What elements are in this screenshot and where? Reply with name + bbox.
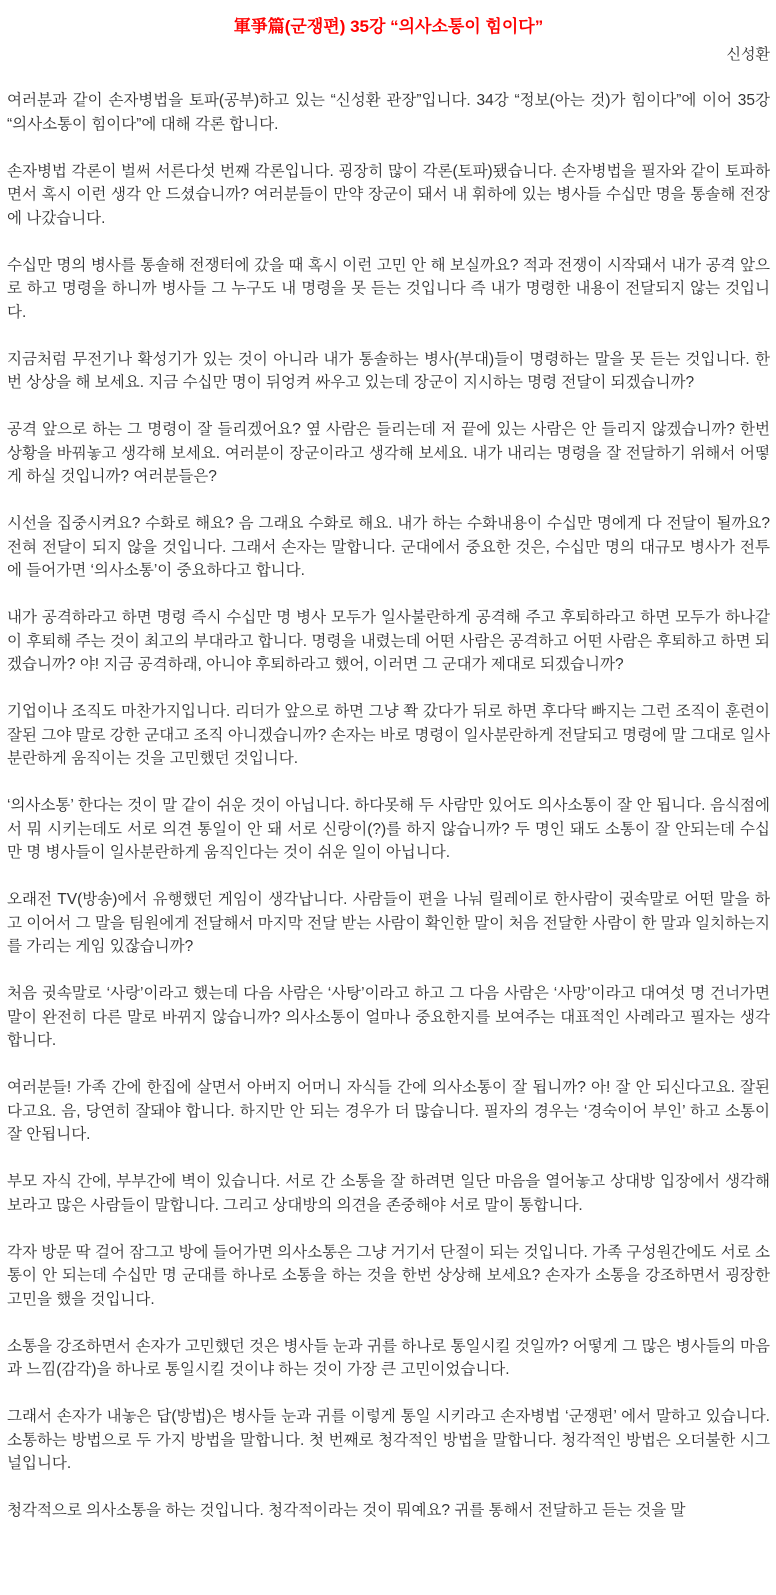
paragraph: 소통을 강조하면서 손자가 고민했던 것은 병사들 눈과 귀를 하나로 통일시킬 것일까? 어떻게 그 많은 병사들의 마음과 느낌(감각)을 하나로 통일시킬 것이냐 하는 것이 가장 큰 고민이었습니다. [7, 1337, 770, 1378]
paragraph: 부모 자식 간에, 부부간에 벽이 있습니다. 서로 간 소통을 잘 하려면 일단 마음을 열어놓고 상대방 입장에서 생각해 보라고 많은 사람들이 말합니다. 그리고 상대방의 의견을 존중해야 서로 말이 통합니다. [7, 1173, 770, 1214]
paragraph: 손자병법 각론이 벌써 서른다섯 번째 각론입니다. 굉장히 많이 각론(토파)됐습니다. 손자병법을 필자와 같이 토파하면서 혹시 이런 생각 안 드셨습니까? 여러분들이 만약 장군이 돼서 내 휘하에 있는 병사들 수십만 명을 통솔해 전장에 나갔습니다. [7, 162, 770, 227]
paragraph: 청각적으로 의사소통을 하는 것입니다. 청각적이라는 것이 뭐예요? 귀를 통해서 전달하고 듣는 것을 말 [7, 1502, 686, 1519]
author-name: 신성환 [726, 46, 770, 63]
paragraph: 공격 앞으로 하는 그 명령이 잘 들리겠어요? 옆 사람은 들리는데 저 끝에 있는 사람은 안 들리지 않겠습니까? 한번 상황을 바꿔놓고 생각해 보세요. 여러분이 장군이라고 생각해 보세요. 내가 내리는 명령을 잘 전달하기 위해서 어떻게 하실 것입니까? 여러분들은? [7, 421, 770, 485]
paragraph: 기업이나 조직도 마찬가지입니다. 리더가 앞으로 하면 그냥 쫙 갔다가 뒤로 하면 후다닥 빠지는 그런 조직이 훈련이 잘된 그야 말로 강한 군대고 조직 아니겠습니까? 손자는 바로 명령이 일사분란하게 전달되고 명령에 말 그대로 일사분란하게 움직이는 것을 고민했던 것입니다. [7, 703, 770, 767]
paragraph: 여러분과 같이 손자병법을 토파(공부)하고 있는 “신성환 관장”입니다. 34강 “정보(아는 것)가 힘이다”에 이어 35강 “의사소통이 힘이다”에 대해 각론 합니다. [7, 92, 770, 133]
document-body [7, 89, 770, 1523]
document-title: 軍爭篇(군쟁편) 35강 “의사소통이 힘이다” [233, 17, 544, 36]
paragraph: 각자 방문 딱 걸어 잠그고 방에 들어가면 의사소통은 그냥 거기서 단절이 되는 것입니다. 가족 구성원간에도 서로 소통이 안 되는데 수십만 명 군대를 하나로 소통을 하는 것을 한번 상상해 보세요? 손자가 소통을 강조하면서 굉장한 고민을 했을 것입니다. [7, 1243, 770, 1308]
paragraph: 그래서 손자가 내놓은 답(방법)은 병사들 눈과 귀를 이렇게 통일 시키라고 손자병법 ‘군쟁편’ 에서 말하고 있습니다. 소통하는 방법으로 두 가지 방법을 말합니다. 첫 번째로 청각적인 방법을 말합니다. 청각적인 방법은 오더불한 시그널입니다. [7, 1408, 770, 1472]
paragraph: 내가 공격하라고 하면 명령 즉시 수십만 명 병사 모두가 일사불란하게 공격해 주고 후퇴하라고 하면 모두가 하나같이 후퇴해 주는 것이 최고의 부대라고 합니다. 명령을 내렸는데 어떤 사람은 공격하고 어떤 사람은 후퇴하고 하면 되겠습니까? 야! 지금 공격하래, 아니야 후퇴하라고 했어, 이러면 그 군대가 제대로 되겠습니까? [7, 609, 770, 673]
paragraph: 여러분들! 가족 간에 한집에 살면서 아버지 어머니 자식들 간에 의사소통이 잘 됩니까? 아! 잘 안 되신다고요. 잘된다고요. 음, 당연히 잘돼야 합니다. 하지만 안 되는 경우가 더 많습니다. 필자의 경우는 ‘경숙이어 부인’ 하고 소통이 잘 안됩니다. [7, 1079, 770, 1143]
paragraph: 지금처럼 무전기나 확성기가 있는 것이 아니라 내가 통솔하는 병사(부대)들이 명령하는 말을 못 듣는 것입니다. 한번 상상을 해 보세요. 지금 수십만 명이 뒤엉켜 싸우고 있는데 장군이 지시하는 명령 전달이 되겠습니까? [7, 350, 770, 391]
paragraph: 시선을 집중시켜요? 수화로 해요? 음 그래요 수화로 해요. 내가 하는 수화내용이 수십만 명에게 다 전달이 될까요? 전혀 전달이 되지 않을 것입니다. 그래서 손자는 말합니다. 군대에서 중요한 것은, 수십만 명의 대규모 병사가 전투에 들어가면 ‘의사소통’이 중요하다고 합니다. [7, 515, 770, 579]
paragraph: ‘의사소통’ 한다는 것이 말 같이 쉬운 것이 아닙니다. 하다못해 두 사람만 있어도 의사소통이 잘 안 됩니다. 음식점에서 뭐 시키는데도 서로 의견 통일이 안 돼 서로 신랑이(?)를 하지 않습니까? 두 명인 돼도 소통이 잘 안되는데 수십만 명 병사들이 일사분란하게 움직인다는 것이 쉬운 일이 아닙니다. [7, 797, 770, 861]
paragraph: 처음 귓속말로 ‘사랑’이라고 했는데 다음 사람은 ‘사탕’이라고 하고 그 다음 사람은 ‘사망’이라고 대여섯 명 건너가면 말이 완전히 다른 말로 바뀌지 않습니까? 의사소통이 얼마나 중요한지를 보여주는 대표적인 사례라고 필자는 생각합니다. [7, 985, 770, 1049]
paragraph: 수십만 명의 병사를 통솔해 전쟁터에 갔을 때 혹시 이런 고민 안 해 보실까요? 적과 전쟁이 시작돼서 내가 공격 앞으로 하고 명령을 하니까 병사들 그 누구도 내 명령을 못 듣는 것입니다 즉 내가 명령한 내용이 전달되지 않는 것입니다. [7, 256, 770, 321]
paragraph: 오래전 TV(방송)에서 유행했던 게임이 생각납니다. 사람들이 편을 나눠 릴레이로 한사람이 귓속말로 어떤 말을 하고 이어서 그 말을 팀원에게 전달해서 마지막 전달 받는 사람이 확인한 말이 처음 전달한 사람이 한 말과 일치하는지를 가리는 게임 있잖습니까? [7, 891, 770, 955]
